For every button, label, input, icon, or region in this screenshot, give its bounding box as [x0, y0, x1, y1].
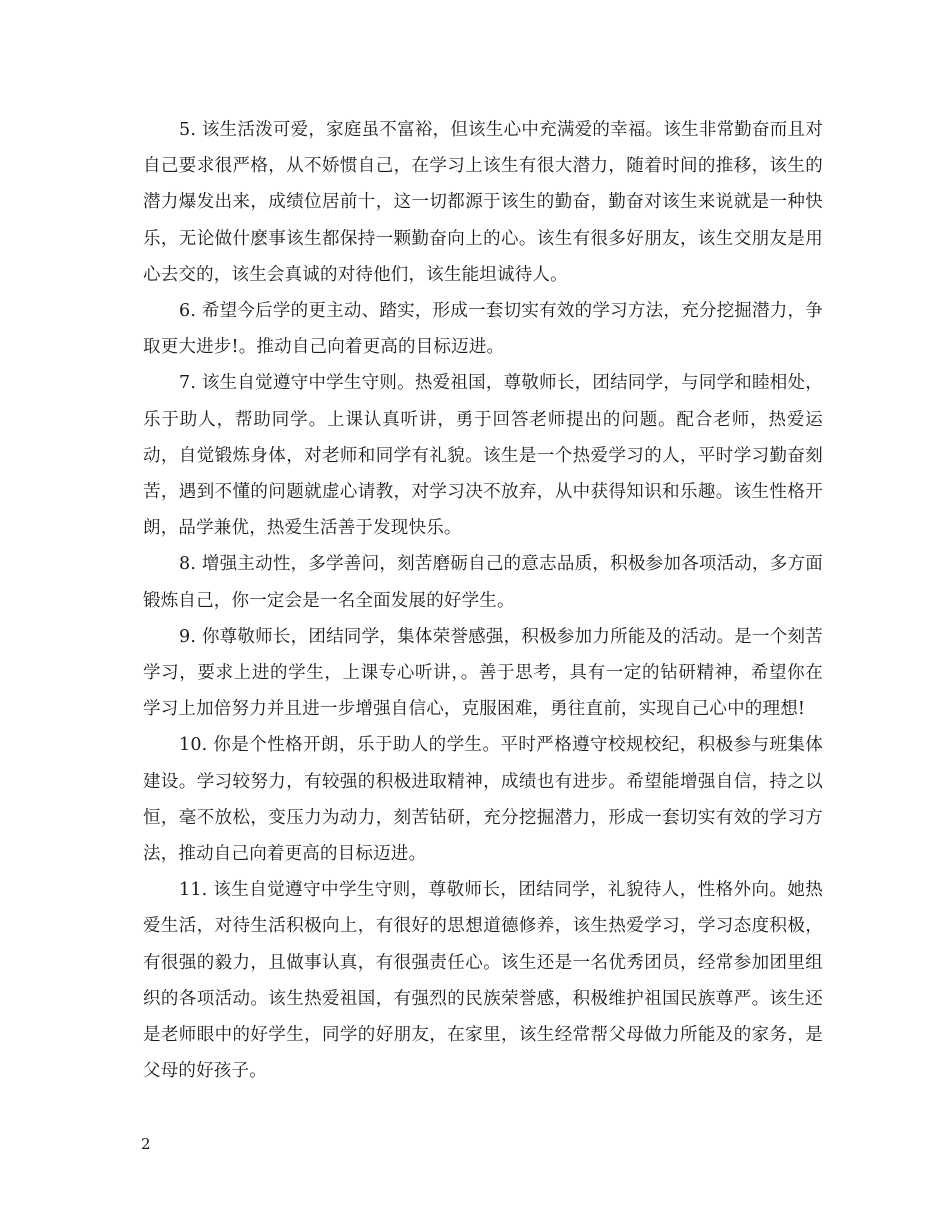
paragraph-8: 8. 增强主动性，多学善问，刻苦磨砺自己的意志品质，积极参加各项活动，多方面锻炼自己，你一定会是一名全面发展的好学生。	[143, 554, 823, 611]
paragraph-6: 6. 希望今后学的更主动、踏实，形成一套切实有效的学习方法，充分挖掘潜力，争取更大进步!。推动自己向着更高的目标迈进。	[143, 301, 823, 358]
paragraph-5: 5. 该生活泼可爱，家庭虽不富裕，但该生心中充满爱的幸福。该生非常勤奋而且对自己要求很严格，从不娇惯自己，在学习上该生有很大潜力，随着时间的推移，该生的潜力爆发出来，成绩位居前十，这一切都源于该生的勤奋，勤奋对该生来说就是一种快乐，无论做什麽事该生都保持一颗勤奋向上的心。该生有很多好朋友，该生交朋友是用心去交的，该生会真诚的对待他们，该生能坦诚待人。	[143, 120, 823, 285]
paragraph-11: 11. 该生自觉遵守中学生守则，尊敬师长，团结同学，礼貌待人，性格外向。她热爱生活，对待生活积极向上，有很好的思想道德修养，该生热爱学习，学习态度积极，有很强的毅力，且做事认真，有很强责任心。该生还是一名优秀团员，经常参加团里组织的各项活动。该生热爱祖国，有强烈的民族荣誉感，积极维护祖国民族尊严。该生还是老师眼中的好学生，同学的好朋友，在家里，该生经常帮父母做力所能及的家务，是父母的好孩子。	[143, 880, 823, 1082]
page-number: 2	[141, 1135, 151, 1153]
document-body	[143, 112, 823, 1089]
paragraph-10: 10. 你是个性格开朗，乐于助人的学生。平时严格遵守校规校纪，积极参与班集体建设。学习较努力，有较强的积极进取精神，成绩也有进步。希望能增强自信，持之以恒，毫不放松，变压力为动力，刻苦钻研，充分挖掘潜力，形成一套切实有效的学习方法，推动自己向着更高的目标迈进。	[143, 735, 823, 865]
paragraph-9: 9. 你尊敬师长，团结同学，集体荣誉感强，积极参加力所能及的活动。是一个刻苦学习，要求上进的学生，上课专心听讲，。善于思考，具有一定的钻研精神，希望你在学习上加倍努力并且进一步增强自信心，克服困难，勇往直前，实现自己心中的理想!	[143, 626, 823, 720]
paragraph-7: 7. 该生自觉遵守中学生守则。热爱祖国，尊敬师长，团结同学，与同学和睦相处，乐于助人，帮助同学。上课认真听讲，勇于回答老师提出的问题。配合老师，热爱运动，自觉锻炼身体，对老师和同学有礼貌。该生是一个热爱学习的人，平时学习勤奋刻苦，遇到不懂的问题就虚心请教，对学习决不放弃，从中获得知识和乐趣。该生性格开朗，品学兼优，热爱生活善于发现快乐。	[143, 373, 823, 539]
